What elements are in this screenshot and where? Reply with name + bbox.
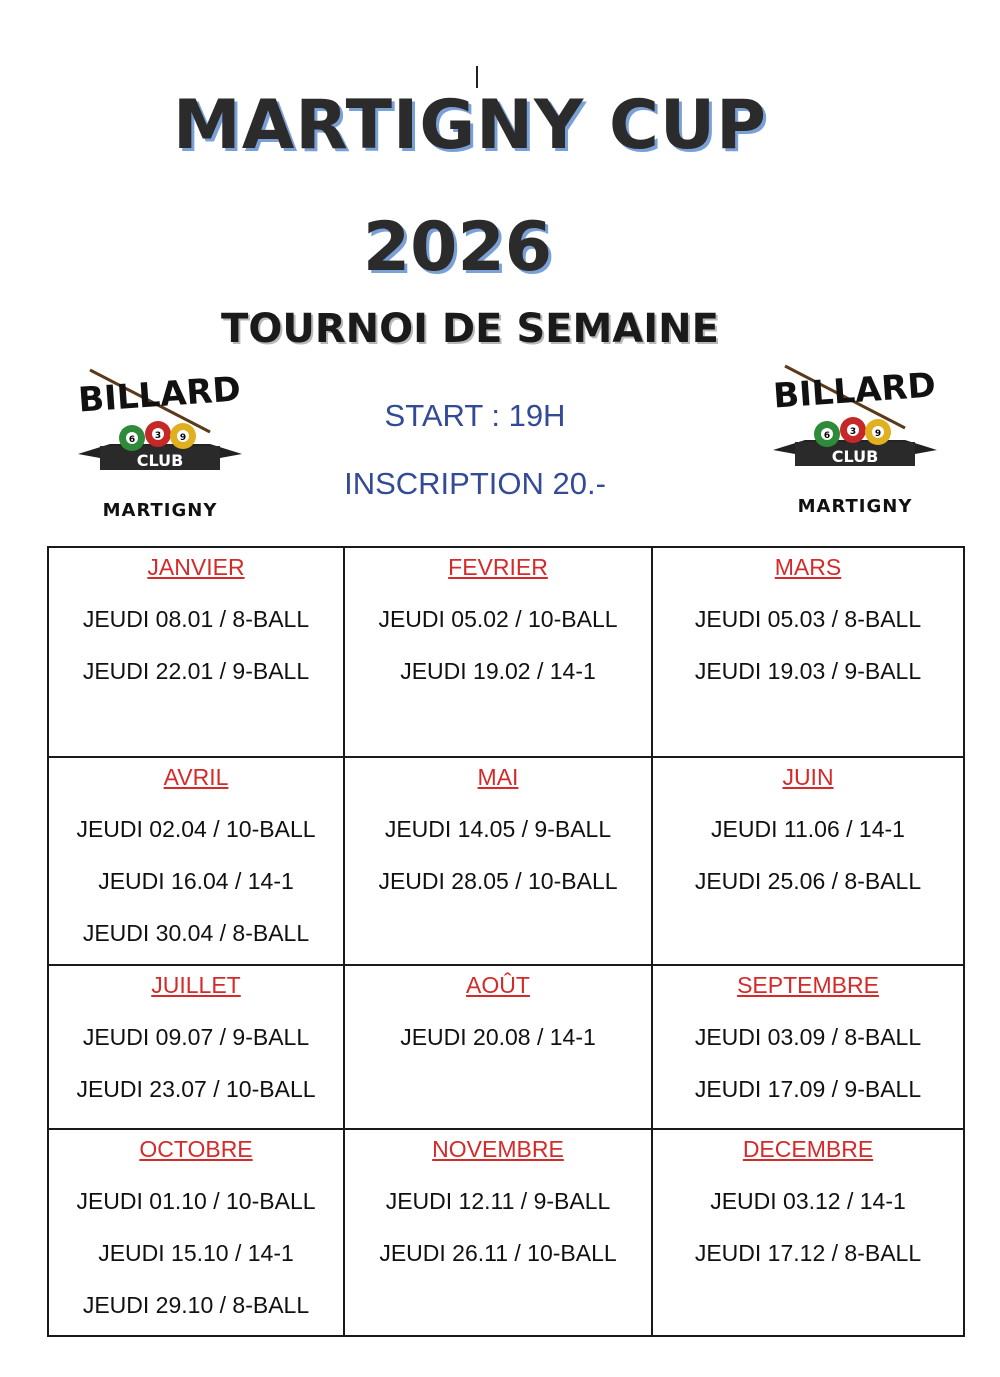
month-name: OCTOBRE (139, 1136, 253, 1162)
svg-text:9: 9 (874, 429, 882, 439)
billard-logo-icon (765, 358, 945, 488)
event: JEUDI 26.11 / 10-BALL (379, 1240, 617, 1266)
event: JEUDI 09.07 / 9-BALL (82, 1024, 310, 1050)
event: JEUDI 03.12 / 14-1 (710, 1188, 906, 1214)
month-name: JUILLET (151, 972, 241, 998)
month-cell-avril (48, 757, 344, 965)
event: JEUDI 16.04 / 14-1 (98, 868, 294, 894)
calendar-table (47, 546, 965, 1337)
svg-text:6: 6 (128, 435, 136, 445)
event: JEUDI 19.03 / 9-BALL (694, 658, 922, 684)
logo-club: CLUB (831, 447, 879, 466)
month-name: MARS (774, 554, 842, 580)
event: JEUDI 01.10 / 10-BALL (76, 1188, 316, 1214)
month-name: MAI (477, 764, 519, 790)
event: JEUDI 15.10 / 14-1 (98, 1240, 294, 1266)
event: JEUDI 29.10 / 8-BALL (82, 1292, 310, 1318)
month-cell-decembre (652, 1129, 964, 1336)
event: JEUDI 08.01 / 8-BALL (82, 606, 310, 632)
logo-city: MARTIGNY (797, 496, 913, 517)
billard-logo-icon (70, 362, 250, 492)
event: JEUDI 22.01 / 9-BALL (82, 658, 310, 684)
event: JEUDI 03.09 / 8-BALL (694, 1024, 922, 1050)
registration-fee: INSCRIPTION 20.- (344, 466, 606, 501)
month-cell-octobre (48, 1129, 344, 1336)
logo-club: CLUB (136, 451, 184, 470)
logo-city: MARTIGNY (102, 500, 218, 521)
event: JEUDI 11.06 / 14-1 (711, 816, 905, 842)
event: JEUDI 17.09 / 9-BALL (694, 1076, 922, 1102)
month-name: JUIN (782, 764, 834, 790)
month-cell-novembre (344, 1129, 652, 1336)
event: JEUDI 23.07 / 10-BALL (76, 1076, 316, 1102)
club-logo-right (765, 358, 945, 518)
event: JEUDI 14.05 / 9-BALL (384, 816, 612, 842)
svg-text:3: 3 (849, 427, 857, 437)
start-time: START : 19H (384, 398, 566, 433)
page-title: MARTIGNY CUP (173, 86, 767, 165)
svg-text:9: 9 (179, 433, 187, 443)
month-name: FEVRIER (448, 554, 548, 580)
month-cell-septembre (652, 965, 964, 1129)
svg-text:6: 6 (823, 431, 831, 441)
event: JEUDI 30.04 / 8-BALL (82, 920, 310, 946)
event: JEUDI 19.02 / 14-1 (400, 658, 596, 684)
event: JEUDI 05.02 / 10-BALL (378, 606, 618, 632)
month-cell-juin (652, 757, 964, 965)
month-name: JANVIER (147, 554, 245, 580)
event: JEUDI 20.08 / 14-1 (400, 1024, 596, 1050)
month-name: AOÛT (466, 972, 530, 998)
month-cell-mai (344, 757, 652, 965)
svg-text:3: 3 (154, 431, 162, 441)
club-logo-left (70, 362, 250, 522)
logo-name: BILLARD (772, 365, 938, 417)
month-name: SEPTEMBRE (737, 972, 879, 998)
month-cell-mars (652, 547, 964, 757)
event: JEUDI 05.03 / 8-BALL (694, 606, 922, 632)
page-title-year: 2026 (362, 208, 553, 287)
month-cell-aout (344, 965, 652, 1129)
page-subtitle: TOURNOI DE SEMAINE (221, 306, 719, 352)
text-cursor (476, 66, 478, 88)
event: JEUDI 25.06 / 8-BALL (694, 868, 922, 894)
month-cell-janvier (48, 547, 344, 757)
month-name: AVRIL (163, 764, 229, 790)
event: JEUDI 02.04 / 10-BALL (76, 816, 316, 842)
month-cell-juillet (48, 965, 344, 1129)
month-name: NOVEMBRE (432, 1136, 564, 1162)
month-cell-fevrier (344, 547, 652, 757)
month-name: DECEMBRE (742, 1136, 874, 1162)
event: JEUDI 28.05 / 10-BALL (378, 868, 618, 894)
event: JEUDI 17.12 / 8-BALL (694, 1240, 922, 1266)
event: JEUDI 12.11 / 9-BALL (385, 1188, 611, 1214)
logo-name: BILLARD (77, 369, 243, 421)
